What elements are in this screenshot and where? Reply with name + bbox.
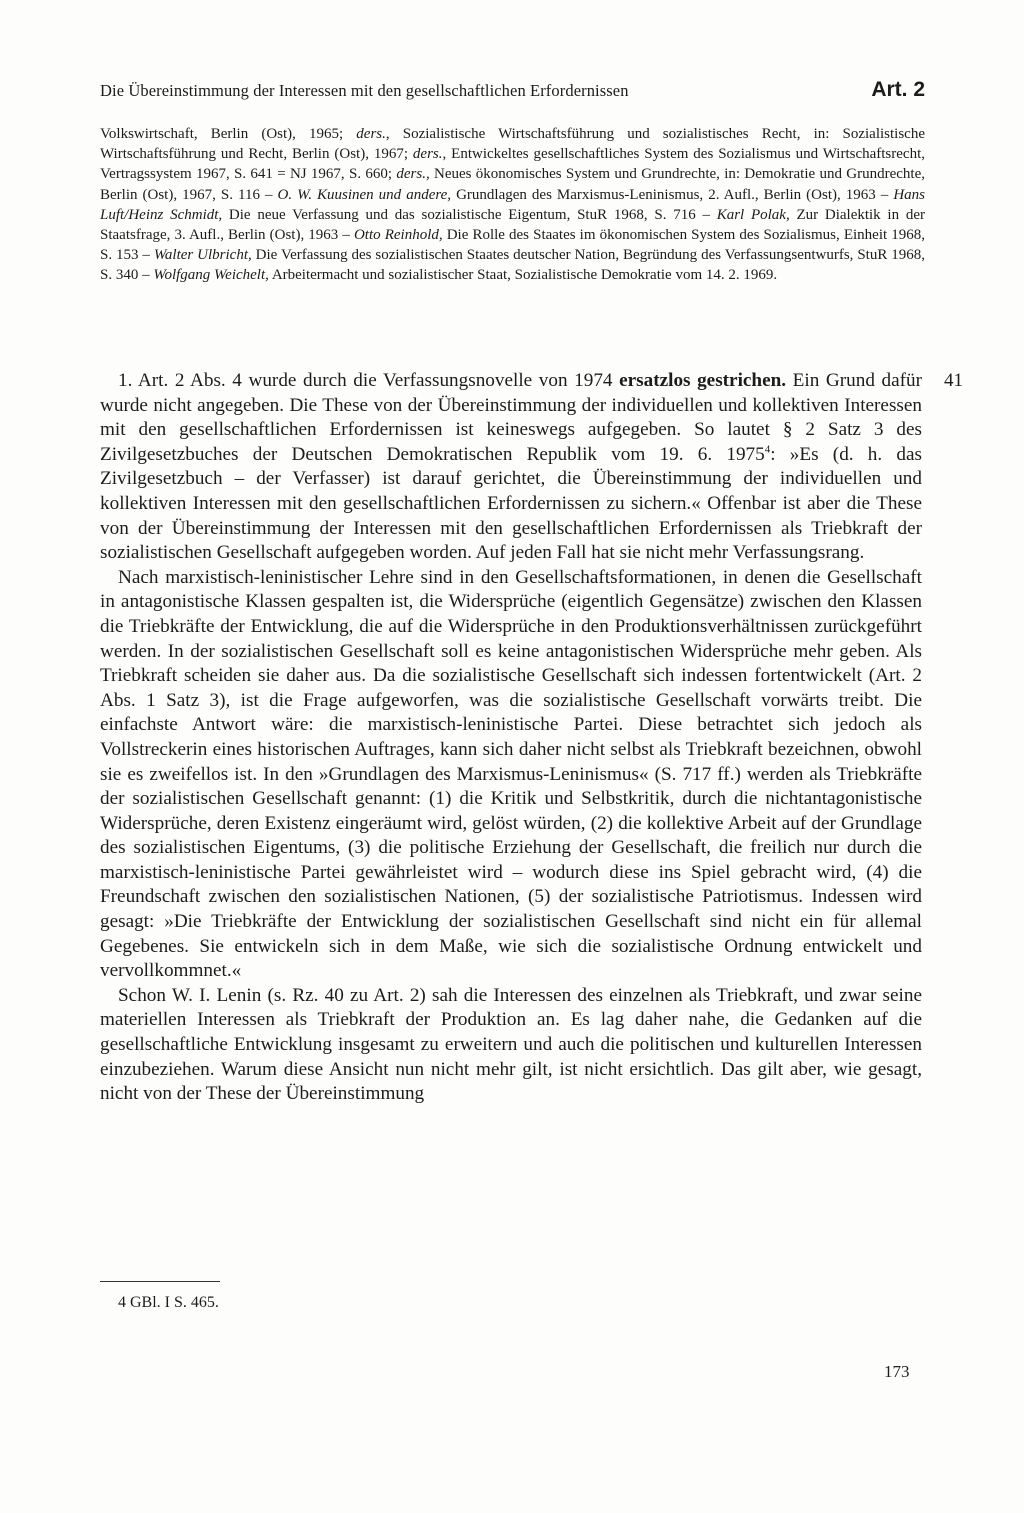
margin-number: 41	[944, 370, 963, 391]
bib-author: Hans Luft/Heinz Schmidt,	[100, 186, 925, 223]
bib-segment: , Neues ökonomisches System und Grundrechte, in: Demokratie und Grundrechte, Berlin (Ost), 1967, S. 116 –	[100, 166, 925, 203]
bib-segment: , Sozialistische Wirtschaftsführung und sozialistisches Recht, in: Sozialistische Wirtschaftsführung und Recht, Berlin (Ost), 1967;	[100, 126, 925, 163]
bib-author: Wolfgang Weichelt,	[153, 267, 269, 284]
paragraph-1-emphasis: ersatzlos gestrichen.	[619, 370, 787, 391]
bib-segment: Zur Dialektik in der Staatsfrage, 3. Aufl., Berlin (Ost), 1963 –	[100, 206, 926, 244]
paragraph-1-text-a: 1. Art. 2 Abs. 4 wurde durch die Verfassungsnovelle von 1974	[118, 370, 620, 391]
bib-author: Otto Reinhold,	[353, 227, 443, 244]
bib-author: O. W. Kuusinen und andere,	[277, 186, 452, 203]
paragraph-3: Schon W. I. Lenin (s. Rz. 40 zu Art. 2) sah die Interessen des einzelnen als Triebkraft, und zwar seine materiellen Interessen als Triebkraft der Produktion an. Es lag daher nahe, die Gedanken auf die gesellschaftliche Entwicklung insgesamt zu erweitern und auch die politischen und kulturellen Interessen einzubeziehen. Warum diese Ansicht nun nicht mehr gilt, ist nicht ersichtlich. Das gilt aber, wie gesagt, nicht von der These der Übereinstimmung	[100, 984, 922, 1105]
bib-segment: Die Rolle des Staates im ökonomischen System des Sozialismus, Einheit 1968, S. 153 –	[100, 227, 925, 264]
bib-author: ders.	[396, 166, 426, 183]
running-header-title: Die Übereinstimmung der Interessen mit den gesellschaftlichen Erfordernissen	[100, 81, 629, 100]
bib-segment: Volkswirtschaft, Berlin (Ost), 1965;	[100, 126, 357, 142]
bib-author: Karl Polak,	[716, 206, 790, 223]
bibliography-block	[100, 124, 925, 286]
bib-author: ders.	[412, 146, 443, 163]
footnote-divider	[100, 1281, 220, 1282]
bib-segment: Grundlagen des Marxismus-Leninismus, 2. Aufl., Berlin (Ost), 1963 –	[451, 186, 894, 203]
bib-author: ders.	[356, 126, 386, 142]
article-number: Art. 2	[871, 78, 925, 101]
bib-author: Walter Ulbricht,	[153, 247, 252, 264]
paragraph-1-text-b: Ein Grund dafür wurde nicht angegeben. Die These von der Übereinstimmung der individuellen und kollektiven Interessen mit den gesellschaftlichen Erfordernissen ist keineswegs aufgegeben. So lautet § 2 Satz 3 des Zivilgesetzbuches der Deutschen Demokratischen Republik vom 19. 6. 1975	[100, 370, 922, 465]
footnote-reference[interactable]: 4	[764, 443, 771, 456]
main-text	[100, 369, 922, 1107]
bib-segment: Die Verfassung des sozialistischen Staates deutscher Nation, Begründung des Verfassungsentwurfs, StuR 1968, S. 340 –	[100, 247, 926, 284]
bib-segment: Arbeitermacht und sozialistischer Staat, Sozialistische Demokratie vom 14. 2. 1969.	[268, 267, 778, 284]
paragraph-1	[100, 369, 922, 566]
running-header	[100, 78, 925, 102]
page-number: 173	[884, 1362, 910, 1381]
paragraph-2: Nach marxistisch-leninistischer Lehre sind in den Gesellschaftsformationen, in denen die Gesellschaft in antagonistische Klassen gespalten ist, die Widersprüche (eigentlich Gegensätze) zwischen den Klassen die Triebkräfte der Entwicklung, die auf die Widersprüche in den Produktionsverhältnissen zurückgeführt werden. In der sozialistischen Gesellschaft soll es keine antagonistischen Widersprüche mehr geben. Als Triebkraft scheiden sie daher aus. Da die sozialistische Gesellschaft sich indessen fortentwickelt (Art. 2 Abs. 1 Satz 3), ist die Frage aufgeworfen, was die sozialistische Gesellschaft vorwärts treibt. Die einfachste Antwort wäre: die marxistisch-leninistische Partei. Diese betrachtet sich jedoch als Vollstreckerin eines historischen Auftrages, kann sich daher nicht selbst als Triebkraft bezeichnen, obwohl sie es zweifellos ist. In den »Grundlagen des Marxismus-Leninismus« (S. 717 ff.) werden als Triebkräfte der sozialistischen Gesellschaft genannt: (1) die Kritik und Selbstkritik, durch die nichtantagonistische Widersprüche, deren Existenz eingeräumt wird, gelöst würden, (2) die kollektive Arbeit auf der Grundlage des sozialistischen Eigentums, (3) die politische Erziehung der Gesellschaft, die freilich nur durch die marxistisch-leninistische Partei gewährleistet wird – wodurch diese ins Spiel gebracht wird, (4) die Freundschaft zwischen den sozialistischen Nationen, (5) der sozialistische Patriotismus. Indessen wird gesagt: »Die Triebkräfte der Entwicklung der sozialistischen Gesellschaft sind nicht ein für allemal Gegebenes. Sie entwickeln sich in dem Maße, wie sich die sozialistische Ordnung entwickelt und vervollkommnet.«	[100, 566, 922, 982]
bib-segment: Die neue Verfassung und das sozialistische Eigentum, StuR 1968, S. 716 –	[222, 206, 717, 223]
footnote: 4 GBl. I S. 465.	[118, 1294, 219, 1311]
bib-segment: , Entwickeltes gesellschaftliches System des Sozialismus und Wirtschaftsrecht, Vertragssystem 1967, S. 641 = NJ 1967, S. 660;	[100, 146, 926, 183]
paragraph-1-text-c: : »Es (d. h. das Zivilgesetzbuch – der Verfasser) ist darauf gerichtet, die Übereinstimmung der individuellen und kollektiven Interessen mit den gesellschaftlichen Erfordernissen zu sichern.« Offenbar ist aber die These von der Übereinstimmung der Interessen mit den gesellschaftlichen Erfordernissen als Triebkraft der sozialistischen Gesellschaft aufgegeben worden. Auf jeden Fall hat sie nicht mehr Verfassungsrang.	[100, 443, 922, 564]
